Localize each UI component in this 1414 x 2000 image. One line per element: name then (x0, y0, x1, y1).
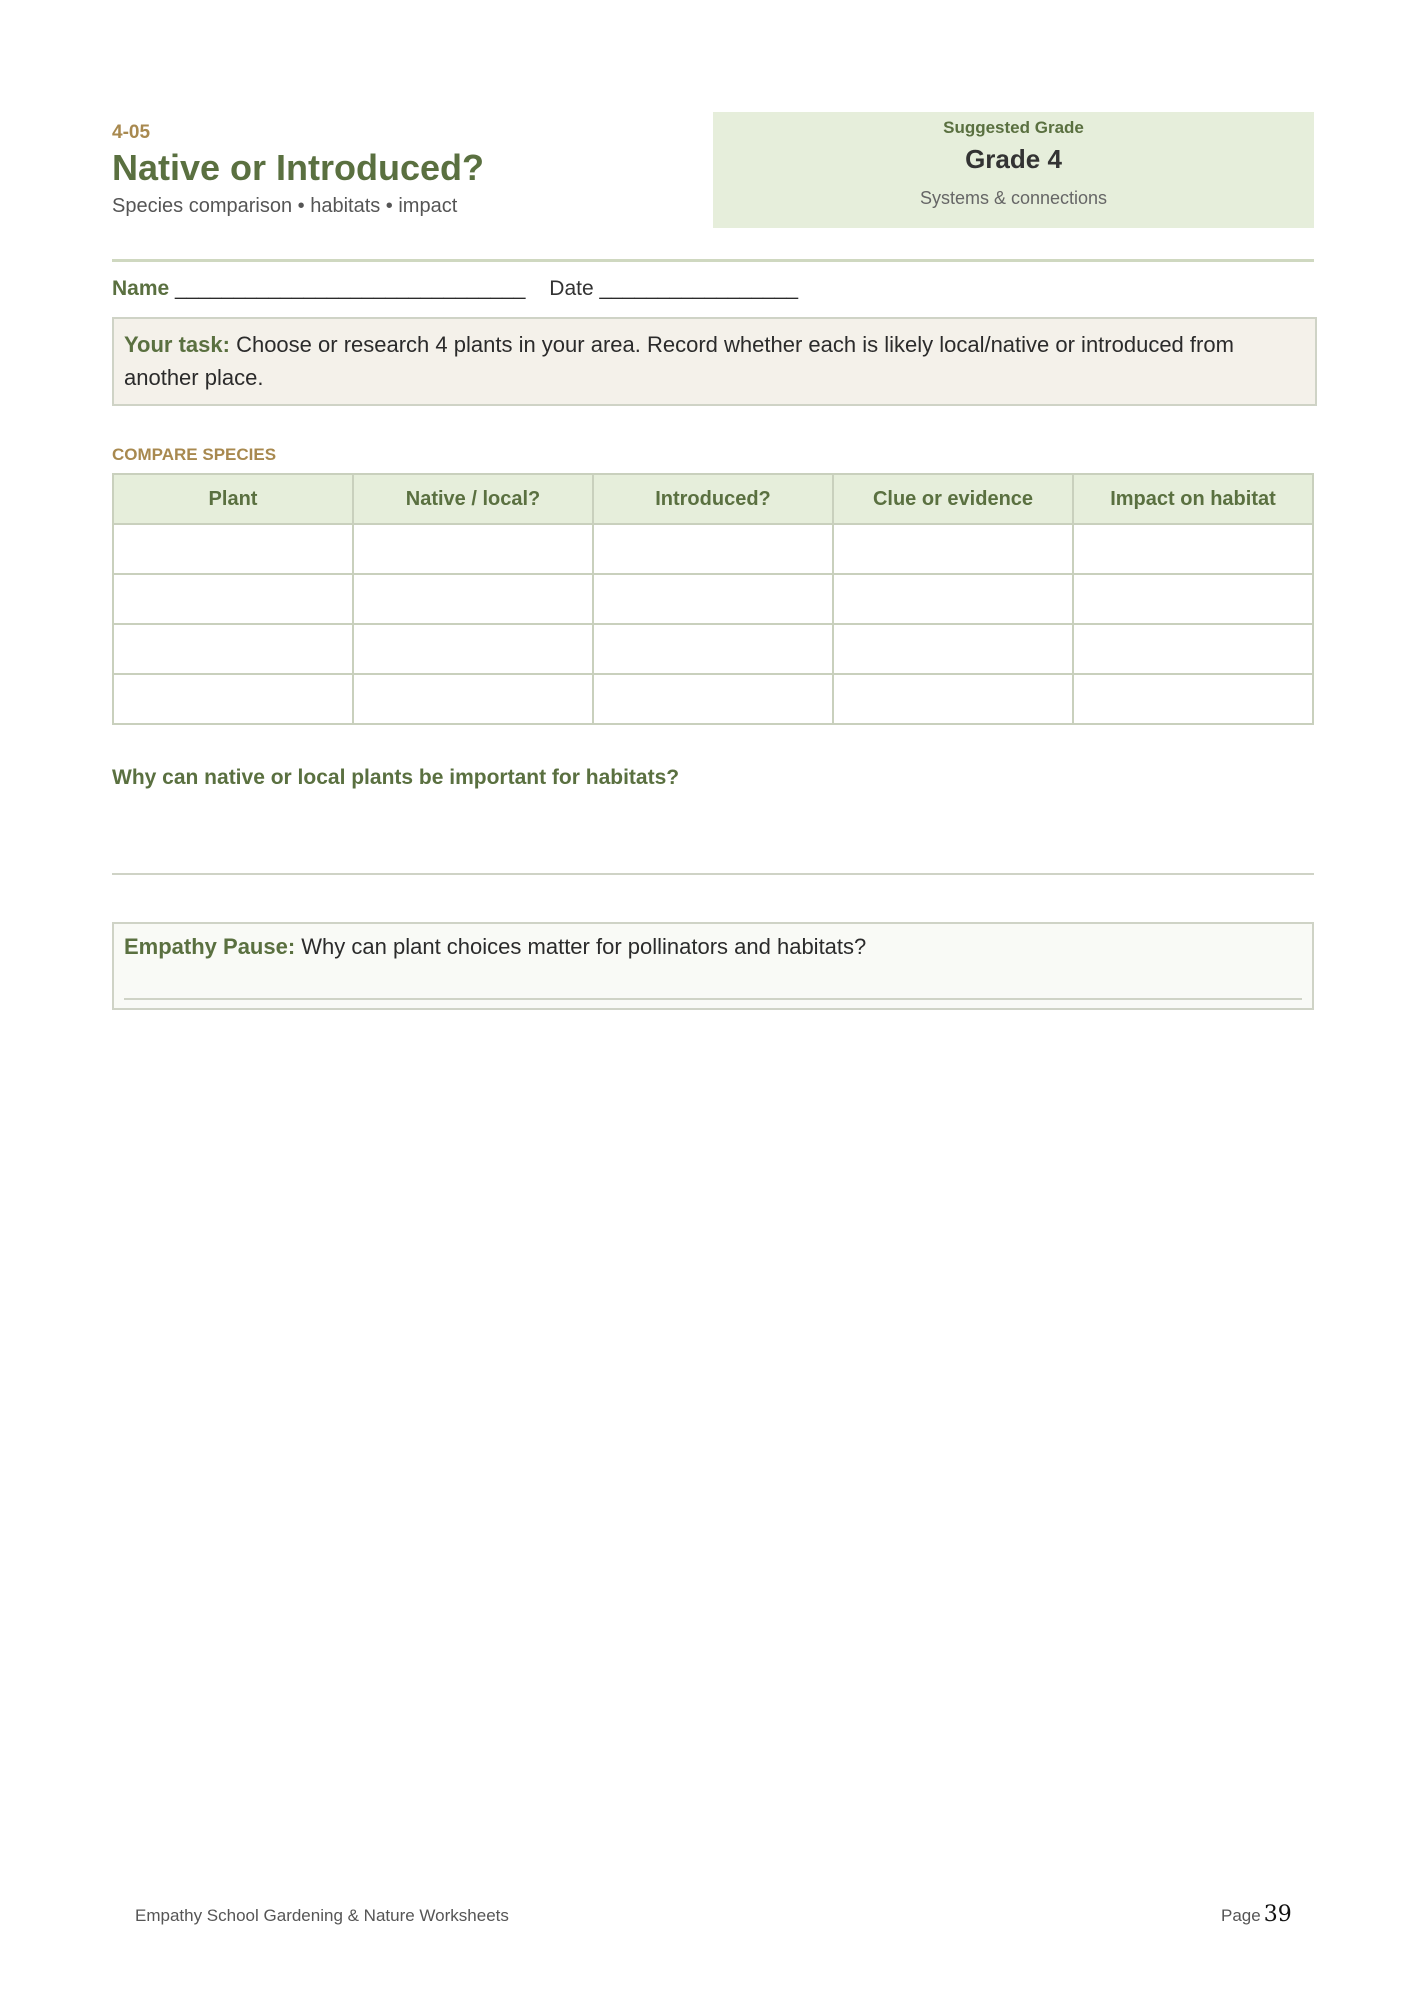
table-cell[interactable] (113, 524, 353, 574)
grade-value: Grade 4 (965, 144, 1062, 174)
empathy-answer-line[interactable] (124, 998, 1302, 1000)
column-header-native: Native / local? (353, 474, 593, 524)
grade-label: Suggested Grade (943, 118, 1084, 137)
table-row (113, 674, 1313, 724)
answer-line[interactable] (112, 873, 1314, 875)
table-cell[interactable] (353, 524, 593, 574)
name-label: Name (112, 277, 170, 300)
empathy-label: Empathy Pause: (124, 934, 296, 959)
worksheet-code: 4-05 (112, 122, 151, 143)
footer-page (1221, 1902, 1292, 1927)
table-cell[interactable] (113, 574, 353, 624)
table-row (113, 624, 1313, 674)
table-cell[interactable] (1073, 624, 1313, 674)
column-header-plant: Plant (113, 474, 353, 524)
table-row (113, 574, 1313, 624)
table-cell[interactable] (593, 524, 833, 574)
empathy-question: Why can plant choices matter for pollinators and habitats? (301, 934, 867, 959)
column-header-clue: Clue or evidence (833, 474, 1073, 524)
habitat-question: Why can native or local plants be important for habitats? (112, 766, 680, 789)
grade-strand: Systems & connections (919, 188, 1108, 208)
header-divider (112, 259, 1314, 262)
worksheet-title: Native or Introduced? (112, 147, 485, 188)
name-field[interactable]: ______________________________ (175, 277, 526, 300)
page-number: 39 (1263, 1902, 1292, 1927)
table-cell[interactable] (593, 624, 833, 674)
table-cell[interactable] (593, 574, 833, 624)
table-cell[interactable] (113, 624, 353, 674)
suggested-grade-box (713, 112, 1314, 228)
task-text: Choose or research 4 plants in your area. Record whether each is likely local/native or introduced from another place. (124, 332, 1234, 390)
table-header-row (113, 474, 1313, 524)
date-field[interactable]: _________________ (599, 277, 799, 300)
table-cell[interactable] (353, 674, 593, 724)
table-cell[interactable] (1073, 674, 1313, 724)
column-header-impact: Impact on habitat (1073, 474, 1313, 524)
empathy-prompt (124, 934, 866, 960)
worksheet-header (112, 112, 1314, 228)
table-cell[interactable] (833, 574, 1073, 624)
table-cell[interactable] (833, 524, 1073, 574)
table-cell[interactable] (353, 574, 593, 624)
table-cell[interactable] (353, 624, 593, 674)
table-cell[interactable] (833, 674, 1073, 724)
table-row (113, 524, 1313, 574)
name-date-row (112, 277, 798, 301)
page-label: Page (1221, 1906, 1261, 1925)
column-header-introduced: Introduced? (593, 474, 833, 524)
task-label: Your task: (124, 332, 230, 357)
table-cell[interactable] (833, 624, 1073, 674)
empathy-pause-box (112, 922, 1314, 1010)
table-cell[interactable] (113, 674, 353, 724)
table-cell[interactable] (593, 674, 833, 724)
worksheet-subtitle: Species comparison • habitats • impact (112, 195, 458, 217)
table-cell[interactable] (1073, 574, 1313, 624)
compare-section-label: COMPARE SPECIES (112, 445, 277, 464)
footer-publisher: Empathy School Gardening & Nature Worksheets (135, 1906, 509, 1925)
date-label: Date (549, 277, 594, 300)
task-box (112, 317, 1317, 406)
table-cell[interactable] (1073, 524, 1313, 574)
compare-species-table (112, 473, 1314, 725)
